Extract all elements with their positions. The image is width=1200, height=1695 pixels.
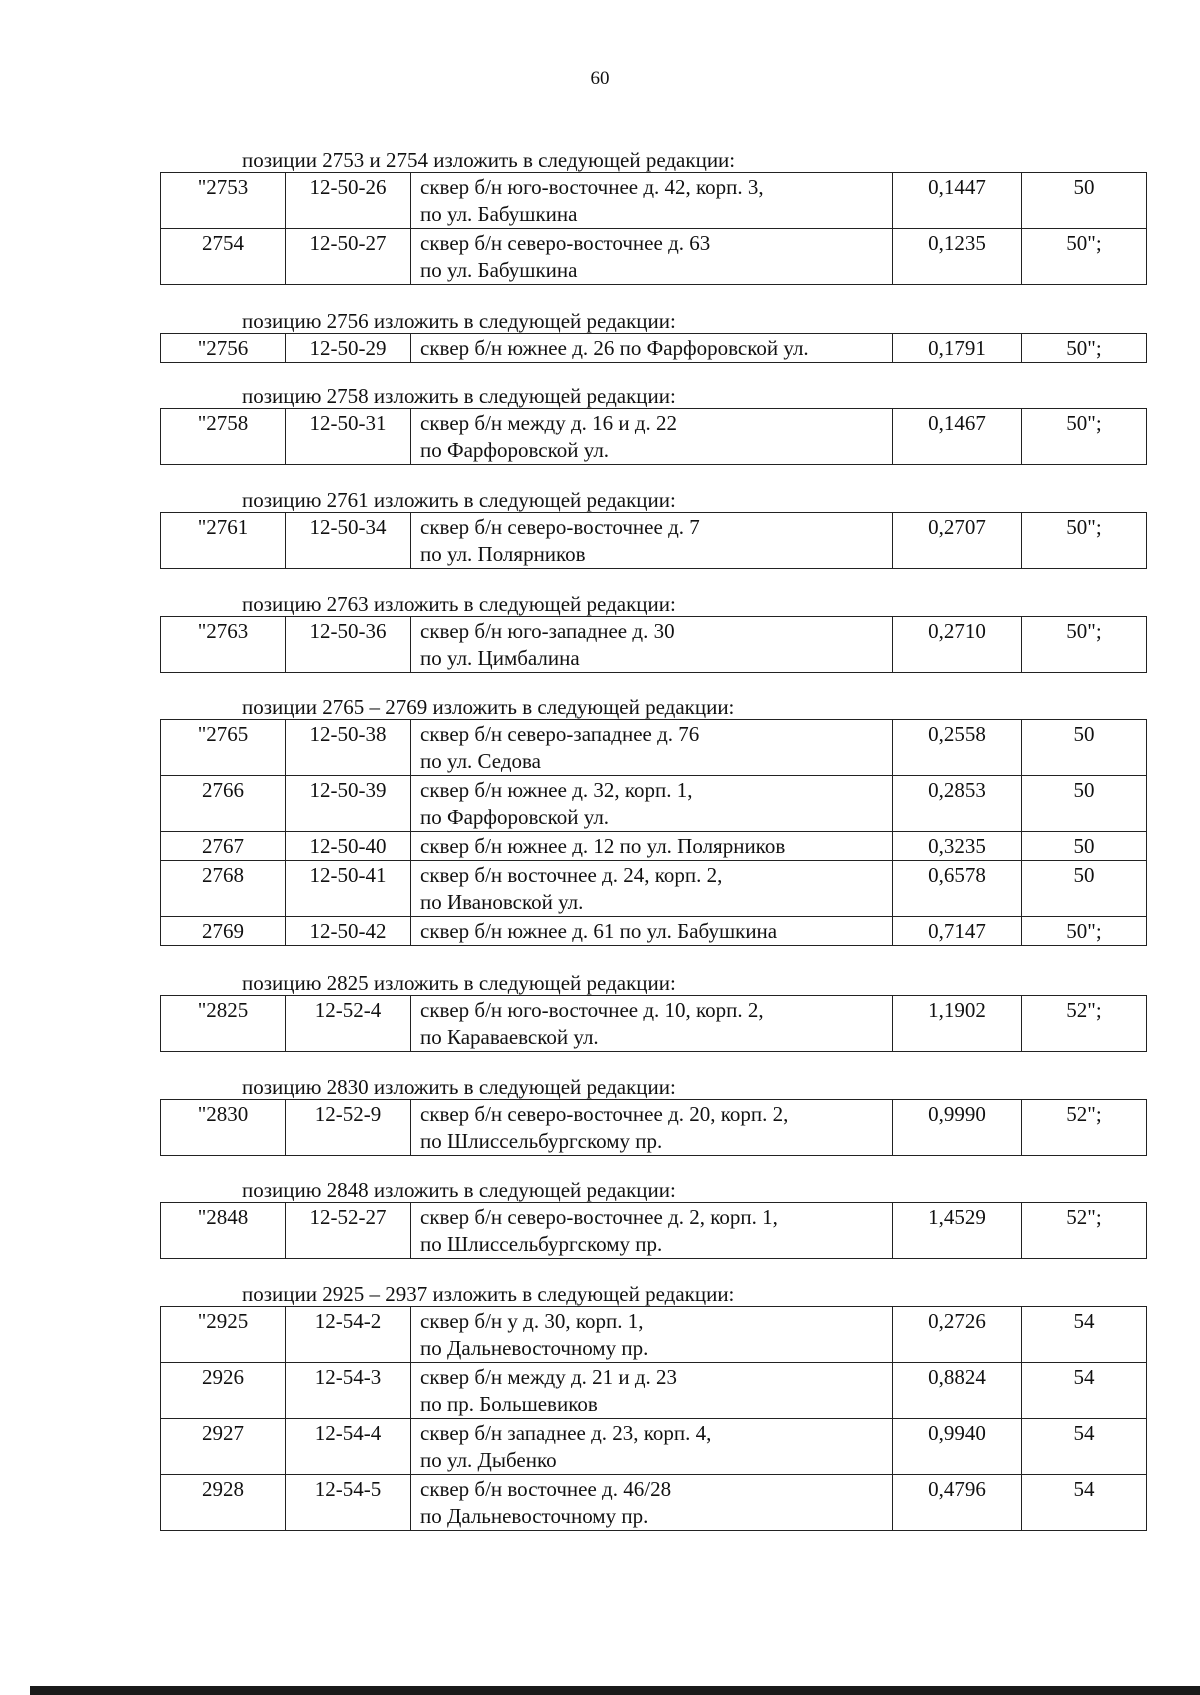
amendment-block [160,384,1140,465]
table-row [161,1307,1147,1363]
area-value: 0,2707 [893,513,1022,569]
object-code: 12-50-36 [286,617,411,673]
position-number: "2825 [161,996,286,1052]
zone-code: 50 [1022,173,1147,229]
amendment-block [160,1075,1140,1156]
position-number: 2754 [161,229,286,285]
description-line: сквер б/н между д. 21 и д. 23 [420,1365,678,1389]
area-value: 0,7147 [893,917,1022,946]
object-code: 12-54-2 [286,1307,411,1363]
table-row [161,1100,1147,1156]
positions-table [160,512,1147,569]
object-description [411,1307,893,1363]
object-code: 12-50-41 [286,861,411,917]
object-description [411,334,893,363]
description-line: сквер б/н северо-восточнее д. 2, корп. 1, [420,1205,778,1229]
description-line: сквер б/н юго-восточнее д. 10, корп. 2, [420,998,764,1022]
object-description [411,1363,893,1419]
description-line: по Фарфоровской ул. [420,805,610,829]
amendment-intro: позицию 2830 изложить в следующей редакции: [242,1075,676,1099]
amendment-intro: позицию 2763 изложить в следующей редакции: [242,592,676,616]
table-row [161,1475,1147,1531]
table-row [161,861,1147,917]
table-row [161,776,1147,832]
description-line: сквер б/н между д. 16 и д. 22 [420,411,678,435]
zone-code: 52"; [1022,996,1147,1052]
description-line: по ул. Цимбалина [420,646,580,670]
zone-code: 54 [1022,1419,1147,1475]
area-value: 1,4529 [893,1203,1022,1259]
object-code: 12-54-3 [286,1363,411,1419]
area-value: 1,1902 [893,996,1022,1052]
object-description [411,173,893,229]
object-code: 12-52-27 [286,1203,411,1259]
position-number: "2753 [161,173,286,229]
amendment-block [160,695,1140,946]
description-line: по ул. Полярников [420,542,586,566]
area-value: 0,2558 [893,720,1022,776]
position-number: "2830 [161,1100,286,1156]
position-number: 2769 [161,917,286,946]
object-code: 12-52-4 [286,996,411,1052]
object-code: 12-50-40 [286,832,411,861]
area-value: 0,9990 [893,1100,1022,1156]
positions-table [160,995,1147,1052]
area-value: 0,1447 [893,173,1022,229]
amendment-block [160,592,1140,673]
description-line: по пр. Большевиков [420,1392,598,1416]
position-number: 2766 [161,776,286,832]
zone-code: 50 [1022,861,1147,917]
position-number: 2928 [161,1475,286,1531]
position-number: 2927 [161,1419,286,1475]
area-value: 0,1791 [893,334,1022,363]
position-number: "2765 [161,720,286,776]
object-description [411,1419,893,1475]
zone-code: 50 [1022,776,1147,832]
area-value: 0,3235 [893,832,1022,861]
table-row [161,617,1147,673]
positions-table [160,1306,1147,1531]
object-code: 12-54-4 [286,1419,411,1475]
object-description [411,720,893,776]
object-description [411,229,893,285]
zone-code: 50"; [1022,229,1147,285]
description-line: сквер б/н северо-восточнее д. 20, корп. 2, [420,1102,789,1126]
object-description [411,1475,893,1531]
zone-code: 54 [1022,1307,1147,1363]
object-code: 12-50-26 [286,173,411,229]
positions-table [160,1099,1147,1156]
object-description [411,861,893,917]
position-number: "2761 [161,513,286,569]
positions-table [160,719,1147,946]
description-line: по Шлиссельбургскому пр. [420,1129,663,1153]
object-code: 12-50-39 [286,776,411,832]
amendment-block [160,1178,1140,1259]
description-line: сквер б/н юго-восточнее д. 42, корп. 3, [420,175,764,199]
description-line: сквер б/н у д. 30, корп. 1, [420,1309,644,1333]
area-value: 0,9940 [893,1419,1022,1475]
table-row [161,1419,1147,1475]
amendment-intro: позицию 2756 изложить в следующей редакции: [242,309,676,333]
description-line: по Фарфоровской ул. [420,438,610,462]
amendment-block [160,1282,1140,1531]
object-code: 12-50-31 [286,409,411,465]
object-code: 12-50-38 [286,720,411,776]
description-line: сквер б/н восточнее д. 46/28 [420,1477,672,1501]
object-description [411,513,893,569]
amendment-intro: позицию 2848 изложить в следующей редакции: [242,1178,676,1202]
object-code: 12-50-27 [286,229,411,285]
zone-code: 50"; [1022,334,1147,363]
table-row [161,173,1147,229]
object-description [411,776,893,832]
position-number: 2767 [161,832,286,861]
positions-table [160,1202,1147,1259]
object-description [411,409,893,465]
object-code: 12-50-29 [286,334,411,363]
description-line: сквер б/н восточнее д. 24, корп. 2, [420,863,723,887]
object-code: 12-50-34 [286,513,411,569]
scan-bottom-edge [30,1686,1200,1695]
position-number: "2756 [161,334,286,363]
object-description [411,1203,893,1259]
description-line: по ул. Бабушкина [420,258,578,282]
description-line: сквер б/н северо-западнее д. 76 [420,722,700,746]
area-value: 0,2710 [893,617,1022,673]
table-row [161,996,1147,1052]
amendment-intro: позиции 2753 и 2754 изложить в следующей редакции: [242,148,736,172]
table-row [161,832,1147,861]
zone-code: 54 [1022,1363,1147,1419]
zone-code: 50"; [1022,513,1147,569]
area-value: 0,2853 [893,776,1022,832]
amendment-intro: позицию 2758 изложить в следующей редакции: [242,384,676,408]
object-description [411,617,893,673]
area-value: 0,6578 [893,861,1022,917]
area-value: 0,1235 [893,229,1022,285]
description-line: сквер б/н западнее д. 23, корп. 4, [420,1421,712,1445]
zone-code: 50 [1022,720,1147,776]
table-row [161,1203,1147,1259]
position-number: 2926 [161,1363,286,1419]
amendment-intro: позицию 2825 изложить в следующей редакции: [242,971,676,995]
description-line: по Шлиссельбургскому пр. [420,1232,663,1256]
positions-table [160,616,1147,673]
page-number: 60 [590,68,610,89]
description-line: по Дальневосточному пр. [420,1336,649,1360]
description-line: по ул. Седова [420,749,541,773]
description-line: сквер б/н южнее д. 12 по ул. Полярников [420,834,786,858]
positions-table [160,333,1147,363]
description-line: сквер б/н юго-западнее д. 30 [420,619,675,643]
table-row [161,334,1147,363]
zone-code: 52"; [1022,1203,1147,1259]
object-description [411,917,893,946]
position-number: "2758 [161,409,286,465]
object-code: 12-52-9 [286,1100,411,1156]
area-value: 0,8824 [893,1363,1022,1419]
amendment-intro: позиции 2765 – 2769 изложить в следующей редакции: [242,695,735,719]
table-row [161,1363,1147,1419]
description-line: сквер б/н южнее д. 32, корп. 1, [420,778,693,802]
table-row [161,720,1147,776]
table-row [161,229,1147,285]
amendment-block [160,309,1140,363]
table-row [161,513,1147,569]
table-row [161,917,1147,946]
amendment-intro: позицию 2761 изложить в следующей редакции: [242,488,676,512]
zone-code: 50"; [1022,409,1147,465]
object-description [411,832,893,861]
positions-table [160,172,1147,285]
position-number: "2848 [161,1203,286,1259]
description-line: сквер б/н северо-восточнее д. 7 [420,515,700,539]
description-line: сквер б/н северо-восточнее д. 63 [420,231,711,255]
amendment-block [160,971,1140,1052]
position-number: 2768 [161,861,286,917]
amendment-intro: позиции 2925 – 2937 изложить в следующей редакции: [242,1282,735,1306]
positions-table [160,408,1147,465]
description-line: по ул. Бабушкина [420,202,578,226]
description-line: сквер б/н южнее д. 26 по Фарфоровской ул. [420,336,809,360]
position-number: "2763 [161,617,286,673]
object-description [411,1100,893,1156]
zone-code: 54 [1022,1475,1147,1531]
area-value: 0,4796 [893,1475,1022,1531]
description-line: по Ивановской ул. [420,890,584,914]
description-line: по ул. Дыбенко [420,1448,557,1472]
area-value: 0,2726 [893,1307,1022,1363]
zone-code: 50"; [1022,617,1147,673]
zone-code: 50 [1022,832,1147,861]
zone-code: 50"; [1022,917,1147,946]
description-line: по Караваевской ул. [420,1025,599,1049]
object-description [411,996,893,1052]
amendment-block [160,148,1140,285]
object-code: 12-50-42 [286,917,411,946]
description-line: по Дальневосточному пр. [420,1504,649,1528]
description-line: сквер б/н южнее д. 61 по ул. Бабушкина [420,919,778,943]
zone-code: 52"; [1022,1100,1147,1156]
amendment-block [160,488,1140,569]
table-row [161,409,1147,465]
position-number: "2925 [161,1307,286,1363]
area-value: 0,1467 [893,409,1022,465]
object-code: 12-54-5 [286,1475,411,1531]
